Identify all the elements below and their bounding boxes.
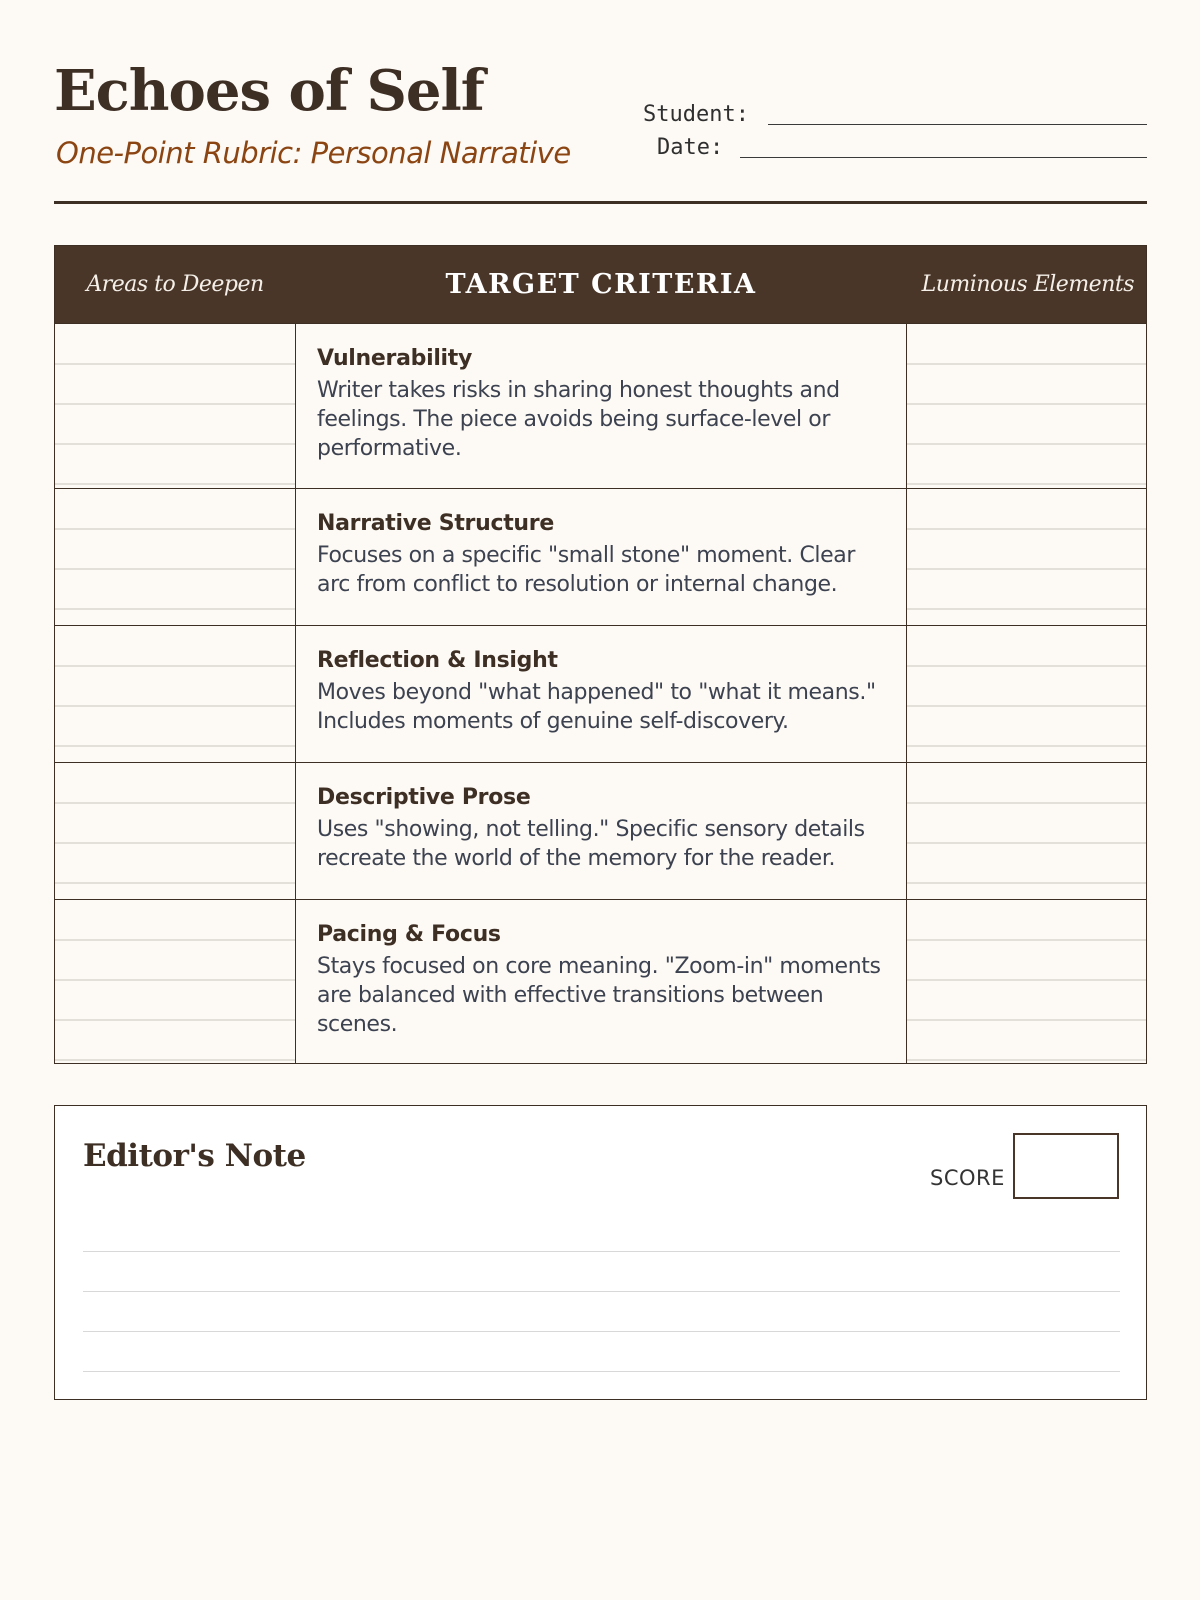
note-line[interactable] <box>83 1331 1120 1332</box>
student-line[interactable] <box>768 124 1147 125</box>
criterion-description: Stays focused on core meaning. "Zoom-in" moments are balanced with effective transitions between scenes. <box>317 954 881 1037</box>
note-line[interactable] <box>83 1251 1120 1252</box>
criterion-description: Moves beyond "what happened" to "what it means." Includes moments of genuine self-discovery. <box>317 680 876 734</box>
criterion-title: Narrative Structure <box>317 511 554 536</box>
table-row <box>55 323 1146 488</box>
criterion-cell <box>295 763 907 899</box>
luminous-elements-cell[interactable] <box>907 900 1146 1063</box>
rubric-page <box>54 0 1147 1190</box>
student-label: Student: <box>643 102 749 127</box>
editors-note-box <box>54 1105 1147 1400</box>
date-label: Date: <box>657 135 724 160</box>
page-title: Echoes of Self <box>54 58 484 124</box>
editors-note-title: Editor's Note <box>83 1138 306 1174</box>
date-field[interactable] <box>643 133 1147 166</box>
luminous-elements-cell[interactable] <box>907 626 1146 762</box>
criterion-cell <box>295 489 907 625</box>
criterion-cell <box>295 900 907 1063</box>
areas-to-deepen-cell[interactable] <box>55 900 295 1063</box>
criterion-cell <box>295 324 907 488</box>
table-row <box>55 488 1146 625</box>
header-divider <box>54 201 1147 204</box>
criterion-description: Uses "showing, not telling." Specific sensory details recreate the world of the memory for the reader. <box>317 817 865 871</box>
page-subtitle: One-Point Rubric: Personal Narrative <box>56 136 571 170</box>
header-target-criteria: TARGET CRITERIA <box>445 269 757 300</box>
luminous-elements-cell[interactable] <box>907 489 1146 625</box>
rubric-table <box>54 245 1147 1064</box>
score-label: SCORE <box>930 1166 1005 1190</box>
table-row <box>55 625 1146 762</box>
header-luminous-elements: Luminous Elements <box>921 272 1134 297</box>
note-line[interactable] <box>83 1371 1120 1372</box>
table-row <box>55 762 1146 899</box>
areas-to-deepen-cell[interactable] <box>55 763 295 899</box>
areas-to-deepen-cell[interactable] <box>55 489 295 625</box>
criterion-title: Reflection & Insight <box>317 648 558 673</box>
criterion-description: Focuses on a specific "small stone" moment. Clear arc from conflict to resolution or internal change. <box>317 543 856 597</box>
student-info-fields <box>643 100 1147 166</box>
table-header <box>55 246 1146 323</box>
table-row <box>55 899 1146 1063</box>
areas-to-deepen-cell[interactable] <box>55 324 295 488</box>
luminous-elements-cell[interactable] <box>907 763 1146 899</box>
areas-to-deepen-cell[interactable] <box>55 626 295 762</box>
page-header <box>54 0 1147 205</box>
criterion-cell <box>295 626 907 762</box>
score-box[interactable] <box>1013 1133 1119 1199</box>
criterion-title: Descriptive Prose <box>317 785 531 810</box>
date-line[interactable] <box>740 157 1147 158</box>
note-line[interactable] <box>83 1291 1120 1292</box>
criterion-title: Vulnerability <box>317 346 473 371</box>
luminous-elements-cell[interactable] <box>907 324 1146 488</box>
student-field[interactable] <box>643 100 1147 133</box>
criterion-description: Writer takes risks in sharing honest thoughts and feelings. The piece avoids being surface-level or performative. <box>317 378 840 461</box>
header-areas-to-deepen: Areas to Deepen <box>86 272 264 297</box>
criterion-title: Pacing & Focus <box>317 922 501 947</box>
